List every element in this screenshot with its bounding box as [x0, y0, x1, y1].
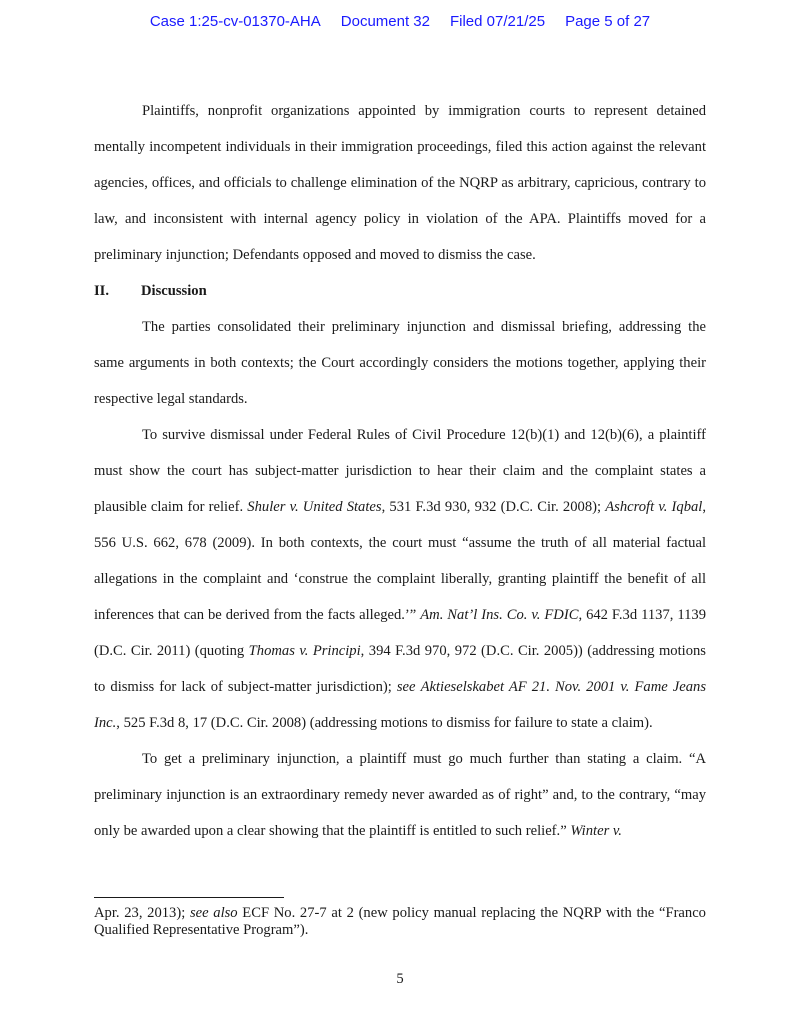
citation: Shuler v. United States	[247, 499, 382, 515]
citation: Ashcroft v. Iqbal	[605, 499, 703, 515]
paragraph-injunction-standard: To get a preliminary injunction, a plaintiff must go much further than stating a claim. “A preliminary injunction is an extraordinary remedy never awarded as of right” and, to the contrary, “may only be awarded upon a clear showing that the plaintiff is entitled to such relief.” Winter v.	[94, 751, 706, 839]
section-title: Discussion	[141, 283, 207, 299]
document-number: Document 32	[340, 13, 430, 30]
paragraph-background: Plaintiffs, nonprofit organizations appointed by immigration courts to represent detained mentally incompetent individuals in their immigration proceedings, filed this action against the relevant agencies, offices, and officials to challenge elimination of the NQRP as arbitrary, capricious, contrary to law, and inconsistent with internal agency policy in violation of the APA. Plaintiffs moved for a preliminary injunction; Defendants opposed and moved to dismiss the case.	[94, 103, 706, 263]
citation: Thomas v. Principi	[248, 643, 361, 659]
section-number: II.	[94, 283, 110, 299]
page-number: 5	[396, 971, 404, 987]
section-heading	[94, 273, 706, 309]
citation: Aktieselskabet AF 21. Nov. 2001 v. Fame Jeans Inc.	[94, 679, 706, 731]
citation-signal: see	[396, 679, 416, 695]
document-body	[94, 93, 706, 849]
ecf-header	[0, 13, 800, 30]
citation-signal: see also	[189, 905, 238, 921]
case-number: Case 1:25-cv-01370-AHA	[149, 13, 321, 30]
page-indicator: Page 5 of 27	[565, 13, 651, 30]
paragraph-dismissal-standard: To survive dismissal under Federal Rules of Civil Procedure 12(b)(1) and 12(b)(6), a plaintiff must show the court has subject-matter jurisdiction to hear their claim and the complaint states a plausible claim for relief. Shuler v. United States, 531 F.3d 930, 932 (D.C. Cir. 2008); Ashcroft v. Iqbal, 556 U.S. 662, 678 (2009). In both contexts, the court must “assume the truth of all material factual allegations in the complaint and ‘construe the complaint liberally, granting plaintiff the benefit of all inferences that can be derived from the facts alleged.’” Am. Nat’l Ins. Co. v. FDIC, 642 F.3d 1137, 1139 (D.C. Cir. 2011) (quoting Thomas v. Principi, 394 F.3d 970, 972 (D.C. Cir. 2005)) (addressing motions to dismiss for lack of subject-matter jurisdiction); see Aktieselskabet AF 21. Nov. 2001 v. Fame Jeans Inc., 525 F.3d 8, 17 (D.C. Cir. 2008) (addressing motions to dismiss for failure to state a claim).	[94, 427, 707, 731]
paragraph-consolidation: The parties consolidated their preliminary injunction and dismissal briefing, addressing the same arguments in both contexts; the Court accordingly considers the motions together, applying their respective legal standards.	[94, 319, 706, 407]
filed-date: Filed 07/21/25	[449, 13, 546, 30]
footnote: Apr. 23, 2013); see also ECF No. 27-7 at 2 (new policy manual replacing the NQRP with the “Franco Qualified Representative Program”).	[94, 905, 706, 938]
citation: Winter v.	[570, 823, 622, 839]
citation: Am. Nat’l Ins. Co. v. FDIC	[420, 607, 579, 623]
footnote-divider	[94, 897, 284, 898]
